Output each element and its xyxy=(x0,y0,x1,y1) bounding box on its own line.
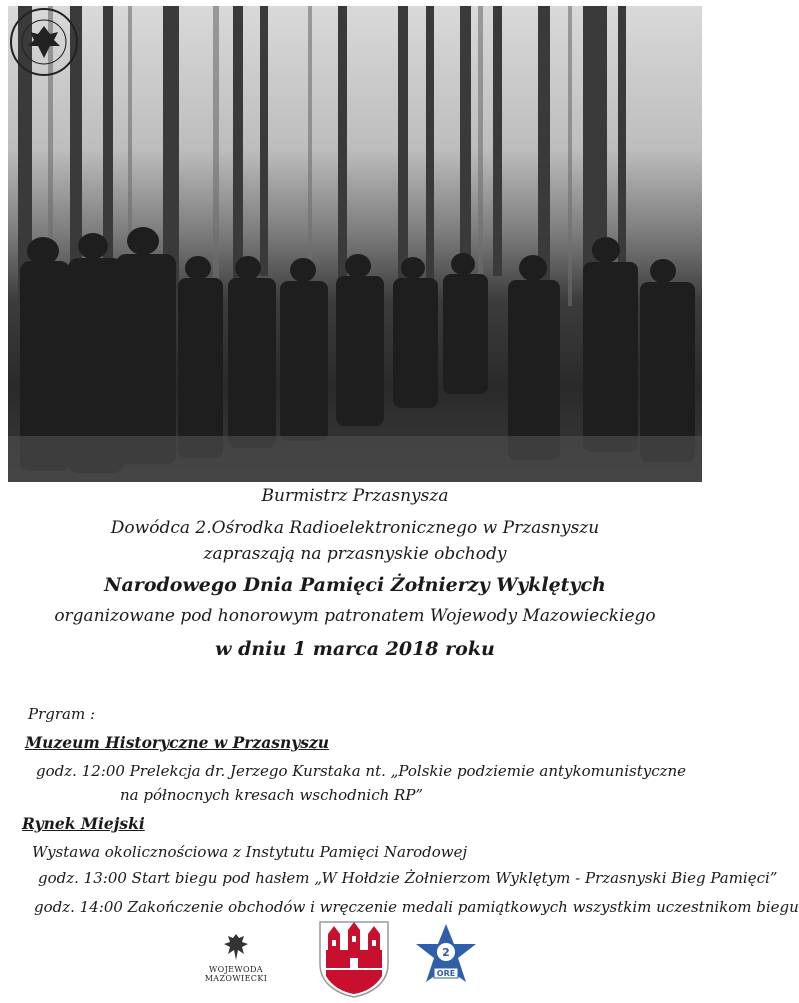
program-title: Prgram : xyxy=(28,705,96,723)
przasnysz-coat-of-arms xyxy=(318,920,390,998)
program-item-exhibition: Wystawa okolicznościowa z Instytutu Pamięci Narodowej xyxy=(32,843,468,861)
historical-photo xyxy=(8,6,702,482)
eagle-icon xyxy=(222,932,250,962)
invitation-line-3: zapraszają na przasnyskie obchody xyxy=(203,544,507,564)
program-item-closing: godz. 14:00 Zakończenie obchodów i wręczenie medali pamiątkowych wszystkim uczestnikom biegu xyxy=(34,898,799,916)
ore-badge-logo xyxy=(414,922,478,986)
ore-number: 2 xyxy=(442,946,450,959)
ore-label: ORE xyxy=(436,969,456,978)
forest-soldiers-photo xyxy=(8,6,702,482)
program-item-run: godz. 13:00 Start biegu pod hasłem „W Hołdzie Żołnierzom Wyklętym - Przasnyski Bieg Pamięci” xyxy=(38,869,778,887)
wojewoda-label: WOJEWODA MAZOWIECKI xyxy=(204,965,268,983)
event-date: w dniu 1 marca 2018 roku xyxy=(215,638,495,660)
venue-museum: Muzeum Historyczne w Przasnyszu xyxy=(25,733,330,752)
patronage-line: organizowane pod honorowym patronatem Wojewody Mazowieckiego xyxy=(54,606,656,626)
program-item-lecture-continued: na północnych kresach wschodnich RP” xyxy=(120,786,424,804)
invitation-line-2: Dowódca 2.Ośrodka Radioelektronicznego w Przasnyszu xyxy=(110,518,600,538)
venue-market-square: Rynek Miejski xyxy=(22,814,145,833)
event-title: Narodowego Dnia Pamięci Żołnierzy Wyklętych xyxy=(104,574,606,596)
wojewoda-logo xyxy=(178,930,294,983)
ipn-seal-logo xyxy=(8,6,80,78)
invitation-line-1: Burmistrz Przasnysza xyxy=(261,486,449,506)
program-item-lecture: godz. 12:00 Prelekcja dr. Jerzego Kurstaka nt. „Polskie podziemie antykomunistyczne xyxy=(36,762,687,780)
